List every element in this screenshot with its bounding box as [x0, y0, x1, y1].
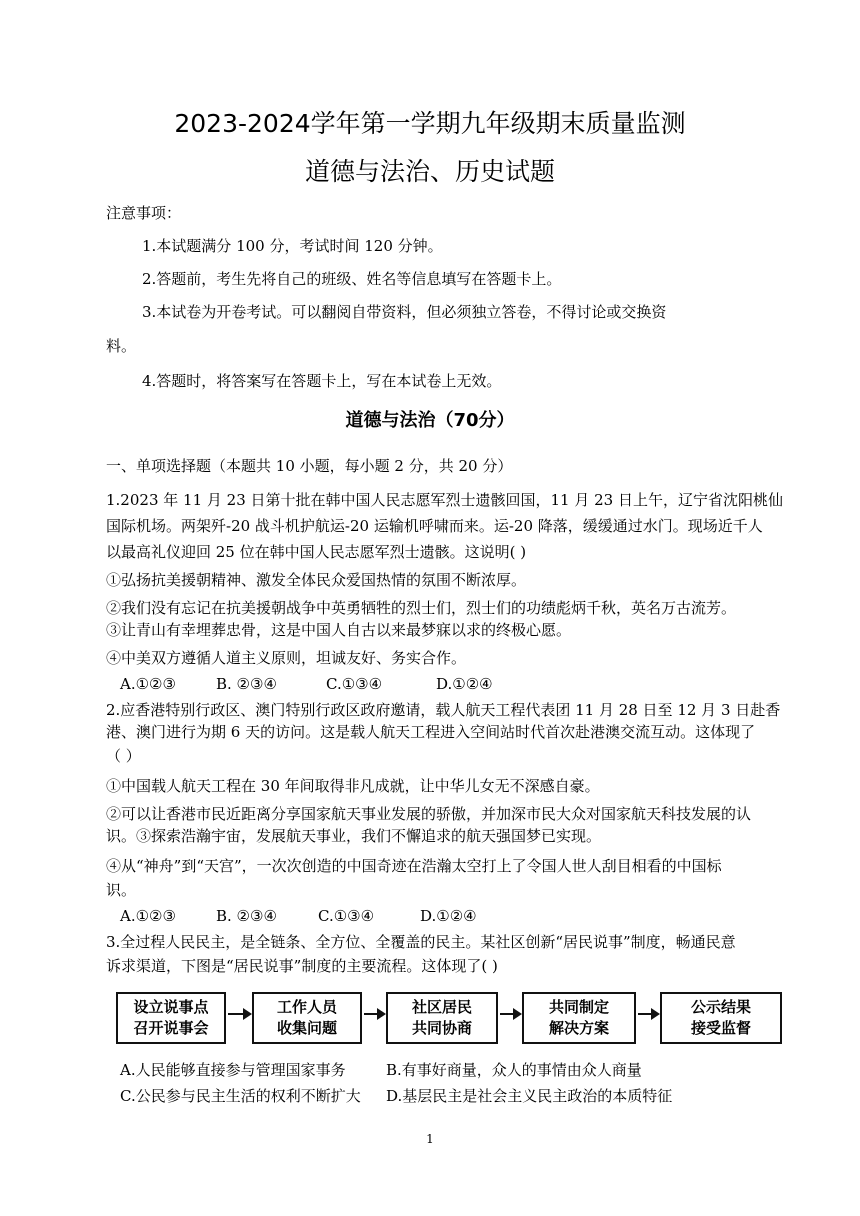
part-heading: 一、单项选择题（本题共 10 小题，每小题 2 分，共 20 分）: [106, 457, 513, 475]
q1-statement-3: ③让青山有幸埋葬忠骨，这是中国人自古以来最梦寐以求的终极心愿。: [106, 621, 572, 639]
flow-step-3-line1: 社区居民: [411, 998, 472, 1016]
q1-option-d: D.①②④: [436, 675, 493, 693]
flow-step-4-line2: 解决方案: [548, 1019, 609, 1037]
q3-option-c: C.公民参与民主生活的权利不断扩大: [120, 1087, 361, 1105]
notice-heading: 注意事项：: [106, 204, 182, 222]
flow-arrow-3: [500, 1013, 520, 1015]
section-title: 道德与法治（70分）: [345, 410, 515, 431]
q2-option-a: A.①②③: [120, 907, 176, 925]
q2-option-c: C.①③④: [318, 907, 375, 925]
q1-stem-line3: 以最高礼仪迎回 25 位在韩中国人民志愿军烈士遗骸。这说明( ): [106, 543, 527, 561]
flow-step-5-line1: 公示结果: [690, 998, 751, 1016]
flow-step-1-line2: 召开说事会: [133, 1019, 209, 1037]
page-number: 1: [426, 1132, 434, 1146]
q1-statement-2: ②我们没有忘记在抗美援朝战争中英勇牺牲的烈士们，烈士们的功绩彪炳千秋，英名万古流芳。: [106, 599, 737, 617]
flow-step-1-line1: 设立说事点: [133, 998, 209, 1016]
q2-statement-2-cont: 识。③探索浩瀚宇宙，发展航天事业，我们不懈追求的航天强国梦已实现。: [106, 827, 602, 845]
flow-step-2-line1: 工作人员: [276, 998, 337, 1016]
flow-arrow-1: [228, 1013, 250, 1015]
q1-statement-1: ①弘扬抗美援朝精神、激发全体民众爱国热情的氛围不断浓厚。: [106, 571, 527, 589]
flow-step-5: [660, 992, 782, 1044]
q2-statement-4: ④从“神舟”到“天宫”，一次次创造的中国奇迹在浩瀚太空打上了令国人世人刮目相看的中国标: [106, 857, 722, 875]
flow-step-4-line1: 共同制定: [548, 998, 609, 1016]
q2-statement-2: ②可以让香港市民近距离分享国家航天事业发展的骄傲，并加深市民大众对国家航天科技发展的认: [106, 805, 752, 823]
q2-option-b: B. ②③④: [216, 907, 277, 925]
q3-stem-line1: 3.全过程人民民主，是全链条、全方位、全覆盖的民主。某社区创新“居民说事”制度，畅通民意: [106, 933, 736, 951]
flow-step-1: [116, 992, 226, 1044]
q1-stem-line2: 国际机场。两架歼-20 战斗机护航运-20 运输机呼啸而来。运-20 降落，缓缓通过水门。现场近千人: [106, 517, 763, 535]
q1-option-a: A.①②③: [120, 675, 176, 693]
exam-subtitle: 道德与法治、历史试题: [304, 157, 555, 186]
flow-step-4: [522, 992, 636, 1044]
q2-stem-line2: 港、澳门进行为期 6 天的访问。这是载人航天工程进入空间站时代首次赴港澳交流互动。这体现了: [106, 723, 756, 741]
q2-option-d: D.①②④: [420, 907, 477, 925]
q2-statement-4-cont: 识。: [106, 881, 137, 899]
flow-step-3-line2: 共同协商: [411, 1019, 472, 1037]
notice-item-2: 2.答题前，考生先将自己的班级、姓名等信息填写在答题卡上。: [142, 270, 562, 288]
q1-statement-4: ④中美双方遵循人道主义原则，坦诚友好、务实合作。: [106, 649, 467, 667]
flow-step-2: [252, 992, 362, 1044]
notice-item-4: 4.答题时，将答案写在答题卡上，写在本试卷上无效。: [142, 372, 502, 390]
q1-stem-line1: 1.2023 年 11 月 23 日第十批在韩中国人民志愿军烈士遗骸回国，11 月 23 日上午，辽宁省沈阳桃仙: [106, 491, 783, 509]
q2-statement-1: ①中国载人航天工程在 30 年间取得非凡成就，让中华儿女无不深感自豪。: [106, 777, 600, 795]
exam-title: 2023-2024学年第一学期九年级期末质量监测: [174, 109, 686, 138]
q3-option-a: A.人民能够直接参与管理国家事务: [120, 1061, 346, 1079]
flow-arrow-2: [364, 1013, 384, 1015]
q1-option-b: B. ②③④: [216, 675, 277, 693]
notice-item-3-cont: 料。: [106, 337, 137, 355]
flow-step-2-line2: 收集问题: [276, 1019, 337, 1037]
q3-option-d: D.基层民主是社会主义民主政治的本质特征: [386, 1087, 673, 1105]
q3-stem-line2: 诉求渠道，下图是“居民说事”制度的主要流程。这体现了( ): [106, 957, 498, 975]
notice-item-1: 1.本试题满分 100 分，考试时间 120 分钟。: [142, 237, 443, 255]
q1-option-c: C.①③④: [326, 675, 383, 693]
flow-step-5-line2: 接受监督: [690, 1019, 751, 1037]
q2-stem-line3: （ ）: [106, 747, 141, 765]
notice-item-3: 3.本试卷为开卷考试。可以翻阅自带资料，但必须独立答卷，不得讨论或交换资: [142, 303, 667, 321]
q2-stem-line1: 2.应香港特别行政区、澳门特别行政区政府邀请，载人航天工程代表团 11 月 28 日至 12 月 3 日赴香: [106, 701, 781, 719]
flow-step-3: [386, 992, 498, 1044]
q3-option-b: B.有事好商量，众人的事情由众人商量: [386, 1061, 642, 1079]
flow-arrow-4: [638, 1013, 658, 1015]
